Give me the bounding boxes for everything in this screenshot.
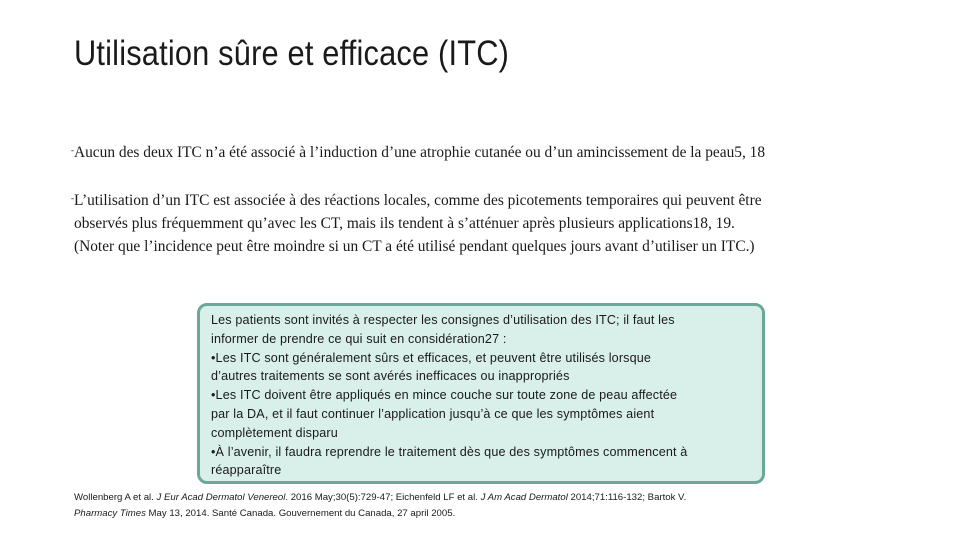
ref-text: . 2016 May;30(5):729-47; Eichenfeld LF et al. bbox=[285, 492, 481, 503]
callout-line: informer de prendre ce qui suit en considération27 : bbox=[211, 331, 507, 346]
ref-journal: J Eur Acad Dermatol Venereol bbox=[156, 492, 286, 503]
bullet-line: L’utilisation d’un ITC est associée à des réactions locales, comme des picotements temporaires qui peuvent être bbox=[74, 192, 762, 209]
bullet-local-reactions bbox=[71, 189, 914, 258]
reference-line-2 bbox=[74, 506, 954, 522]
ref-text: 2014;71:116-132; Bartok V. bbox=[567, 492, 687, 503]
callout-line: •À l’avenir, il faudra reprendre le traitement dès que des symptômes commencent à bbox=[211, 444, 688, 459]
callout-line: •Les ITC doivent être appliqués en mince couche sur toute zone de peau affectée bbox=[211, 388, 678, 403]
callout-line: •Les ITC sont généralement sûrs et efficaces, et peuvent être utilisés lorsque bbox=[211, 350, 652, 365]
callout-line: réapparaître bbox=[211, 463, 282, 478]
bullet-line: observés plus fréquemment qu’avec les CT, mais ils tendent à s’atténuer après plusieurs applications18, 19. bbox=[74, 215, 735, 232]
callout-line: complètement disparu bbox=[211, 425, 338, 440]
bullet-text: Aucun des deux ITC n’a été associé à l’induction d’une atrophie cutanée ou d’un amincissement de la peau5, 18 bbox=[74, 144, 766, 161]
ref-journal: J Am Acad Dermatol bbox=[480, 492, 568, 503]
ref-journal: Pharmacy Times bbox=[74, 508, 146, 519]
patient-advice-text bbox=[211, 311, 759, 480]
callout-line: d’autres traitements se sont avérés inefficaces ou inappropriés bbox=[211, 369, 570, 384]
ref-text: Wollenberg A et al. bbox=[74, 492, 157, 503]
bullet-dash: - bbox=[71, 145, 74, 155]
slide-title: Utilisation sûre et efficace (ITC) bbox=[74, 34, 510, 73]
callout-line: par la DA, et il faut continuer l’application jusqu’à ce que les symptômes aient bbox=[211, 406, 655, 421]
references bbox=[74, 490, 954, 522]
bullet-atrophy bbox=[71, 141, 954, 164]
reference-line-1 bbox=[74, 490, 954, 506]
bullet-dash: - bbox=[71, 193, 74, 203]
ref-text: May 13, 2014. Santé Canada. Gouvernement du Canada, 27 april 2005. bbox=[145, 508, 456, 519]
bullet-line: (Noter que l’incidence peut être moindre si un CT a été utilisé pendant quelques jours avant d’utiliser un ITC.) bbox=[74, 238, 755, 255]
callout-line: Les patients sont invités à respecter les consignes d’utilisation des ITC; il faut les bbox=[211, 313, 675, 327]
